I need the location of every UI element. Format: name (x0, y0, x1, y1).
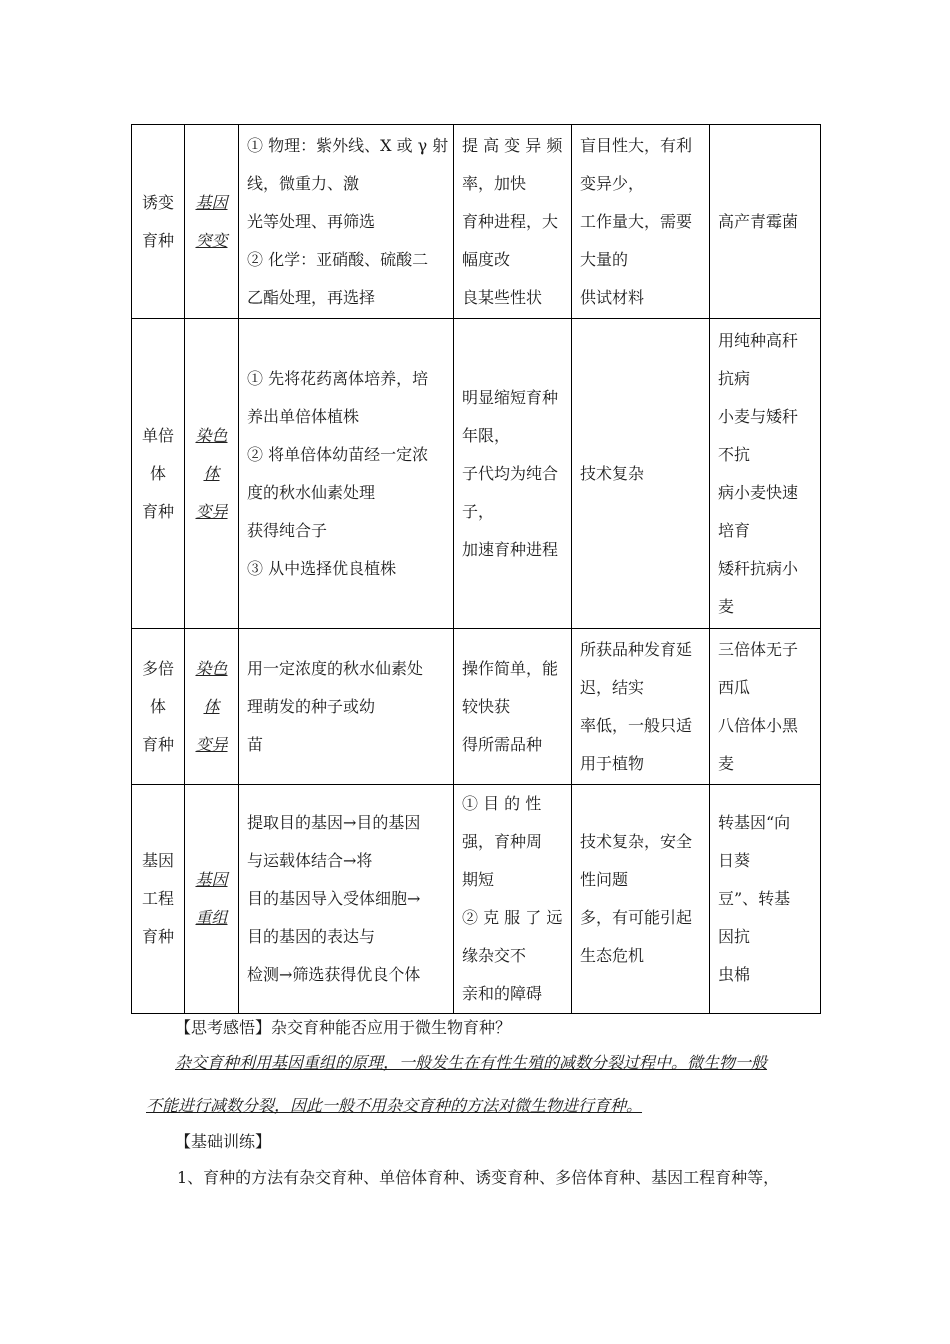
cell-text-line: 乙酯处理，再选择 (247, 287, 376, 307)
cell-text-line: 苗 (247, 734, 264, 754)
cell-text-line: 体 (203, 696, 220, 716)
disadvantage-cell (572, 319, 710, 629)
cell-text-line: 年限， (462, 425, 511, 445)
training-question-1: 1、育种的方法有杂交育种、单倍体育种、诱变育种、多倍体育种、基因工程育种等， (177, 1168, 780, 1187)
thinking-answer-line-1: 杂交育种利用基因重组的原理，一般发生在有性生殖的减数分裂过程中。微生物一般 (175, 1053, 768, 1072)
cell-text-line: 体 (203, 463, 220, 483)
cell-text-line: 体 (149, 463, 166, 483)
cell-text-line: 麦 (718, 596, 735, 616)
cell-text-line: 大量的 (580, 249, 629, 269)
cell-text-line: 多倍 (141, 658, 174, 678)
principle-cell (185, 629, 239, 785)
advantage-cell (454, 319, 572, 629)
cell-text-line: 多，有可能引起 (580, 908, 693, 927)
cell-text-line: 期短 (462, 870, 495, 889)
example-cell (710, 125, 821, 319)
thinking-answer-line-2: 不能进行减数分裂，因此一般不用杂交育种的方法对微生物进行育种。 (146, 1096, 643, 1115)
procedure-cell (239, 785, 454, 1014)
thinking-question: 【思考感悟】杂交育种能否应用于微生物育种？ (175, 1018, 512, 1037)
cell-text-line: 突变 (195, 230, 228, 250)
cell-text-line: 目的基因的表达与 (247, 927, 376, 946)
cell-text-line: 西瓜 (718, 677, 751, 697)
cell-text-line: 麦 (718, 753, 735, 773)
cell-text-line: 光等处理、再筛选 (247, 211, 376, 231)
cell-text-line: ① 先将花药离体培养，培 (247, 368, 429, 388)
example-cell (710, 785, 821, 1014)
cell-text-line: ③ 从中选择优良植株 (247, 558, 397, 578)
cell-text-line: 体 (149, 696, 166, 716)
training-heading: 【基础训练】 (175, 1132, 272, 1151)
cell-text-line: 获得纯合子 (247, 520, 328, 540)
cell-text-line: 诱变 (141, 192, 174, 212)
principle-cell (185, 319, 239, 629)
cell-text-line: 性问题 (580, 870, 629, 889)
cell-text-line: 日葵 (718, 851, 751, 870)
cell-text-line: 供试材料 (580, 287, 645, 307)
cell-text-line: 技术复杂 (580, 463, 645, 483)
cell-text-line: 育种进程，大 (462, 211, 559, 231)
method-name-cell (132, 629, 185, 785)
cell-text-line: 强，育种周 (462, 832, 543, 851)
cell-text-line: 基因 (195, 192, 228, 212)
cell-text-line: 因抗 (718, 927, 751, 946)
advantage-cell (454, 629, 572, 785)
method-name-cell (132, 785, 185, 1014)
procedure-cell (239, 125, 454, 319)
cell-text-line: 盲目性大，有利 (580, 135, 693, 155)
disadvantage-cell (572, 125, 710, 319)
cell-text-line: 理萌发的种子或幼 (247, 696, 376, 716)
cell-text-line: 变异 (195, 501, 228, 521)
cell-text-line: ② 将单倍体幼苗经一定浓 (247, 444, 429, 464)
cell-text-line: 子， (462, 501, 495, 521)
cell-text-line: 病小麦快速 (718, 482, 799, 502)
principle-cell (185, 785, 239, 1014)
cell-text-line: 检测→筛选获得优良个体 (247, 965, 421, 984)
cell-text-line: 用一定浓度的秋水仙素处 (247, 658, 424, 678)
cell-text-line: 不抗 (718, 444, 751, 464)
cell-text-line: 高产青霉菌 (718, 211, 799, 231)
cell-text-line: 基因 (141, 851, 174, 870)
cell-text-line: 明显缩短育种 (462, 387, 559, 407)
breeding-methods-table (131, 124, 821, 1014)
cell-text-line: 率低，一般只适 (580, 715, 693, 735)
table-body (132, 125, 821, 1014)
cell-text-line: 工程 (141, 889, 174, 908)
cell-text-line: 小麦与矮秆 (718, 406, 799, 426)
cell-text-line: 提 高 变 异 频 (462, 135, 563, 155)
cell-text-line: 染色 (195, 425, 228, 445)
cell-text-line: 育种 (141, 927, 174, 946)
cell-text-line: 与运载体结合→将 (247, 851, 373, 870)
cell-text-line: 育种 (141, 230, 174, 250)
cell-text-line: 较快获 (462, 696, 511, 716)
cell-text-line: 育种 (141, 734, 174, 754)
cell-text-line: 抗病 (718, 368, 751, 388)
cell-text-line: 矮秆抗病小 (718, 558, 799, 578)
cell-text-line: 缘杂交不 (462, 946, 527, 965)
cell-text-line: 豆”、转基 (718, 889, 791, 908)
cell-text-line: 目的基因导入受体细胞→ (247, 889, 421, 908)
cell-text-line: 得所需品种 (462, 734, 543, 754)
example-cell (710, 629, 821, 785)
method-name-cell (132, 319, 185, 629)
cell-text-line: 养出单倍体植株 (247, 406, 360, 426)
disadvantage-cell (572, 629, 710, 785)
cell-text-line: 技术复杂，安全 (580, 832, 693, 851)
cell-text-line: ② 克 服 了 远 (462, 908, 563, 927)
cell-text-line: 单倍 (141, 425, 174, 445)
cell-text-line: 操作简单，能 (462, 658, 559, 678)
cell-text-line: 育种 (141, 501, 174, 521)
cell-text-line: 八倍体小黑 (718, 715, 799, 735)
cell-text-line: 三倍体无子 (718, 639, 799, 659)
cell-text-line: 基因 (195, 870, 228, 889)
cell-text-line: 用纯种高秆 (718, 330, 799, 350)
cell-text-line: ① 目 的 性 (462, 794, 542, 813)
method-name-cell (132, 125, 185, 319)
advantage-cell (454, 785, 572, 1014)
cell-text-line: ① 物理：紫外线、X 或 γ 射 (247, 135, 449, 155)
table-row (132, 319, 821, 629)
cell-text-line: 度的秋水仙素处理 (247, 482, 376, 502)
cell-text-line: 重组 (195, 908, 228, 927)
example-cell (710, 319, 821, 629)
cell-text-line: 提取目的基因→目的基因 (247, 813, 421, 832)
cell-text-line: 培育 (718, 520, 751, 540)
procedure-cell (239, 319, 454, 629)
cell-text-line: 虫棉 (718, 965, 751, 984)
cell-text-line: 良某些性状 (462, 287, 543, 307)
cell-text-line: 变异少， (580, 173, 645, 193)
cell-text-line: 亲和的障碍 (462, 984, 543, 1003)
principle-cell (185, 125, 239, 319)
cell-text-line: 变异 (195, 734, 228, 754)
procedure-cell (239, 629, 454, 785)
advantage-cell (454, 125, 572, 319)
cell-text-line: 染色 (195, 658, 228, 678)
table-row (132, 629, 821, 785)
cell-text-line: 子代均为纯合 (462, 463, 559, 483)
cell-text-line: 用于植物 (580, 753, 645, 773)
cell-text-line: 迟，结实 (580, 677, 645, 697)
cell-text-line: 幅度改 (462, 249, 511, 269)
cell-text-line: 线，微重力、激 (247, 173, 360, 193)
disadvantage-cell (572, 785, 710, 1014)
table-row (132, 125, 821, 319)
cell-text-line: 转基因“向 (718, 813, 791, 832)
cell-text-line: ② 化学：亚硝酸、硫酸二 (247, 249, 429, 269)
cell-text-line: 所获品种发育延 (580, 639, 693, 659)
cell-text-line: 加速育种进程 (462, 539, 559, 559)
cell-text-line: 工作量大，需要 (580, 211, 693, 231)
cell-text-line: 生态危机 (580, 946, 645, 965)
cell-text-line: 率，加快 (462, 173, 527, 193)
table-row (132, 785, 821, 1014)
